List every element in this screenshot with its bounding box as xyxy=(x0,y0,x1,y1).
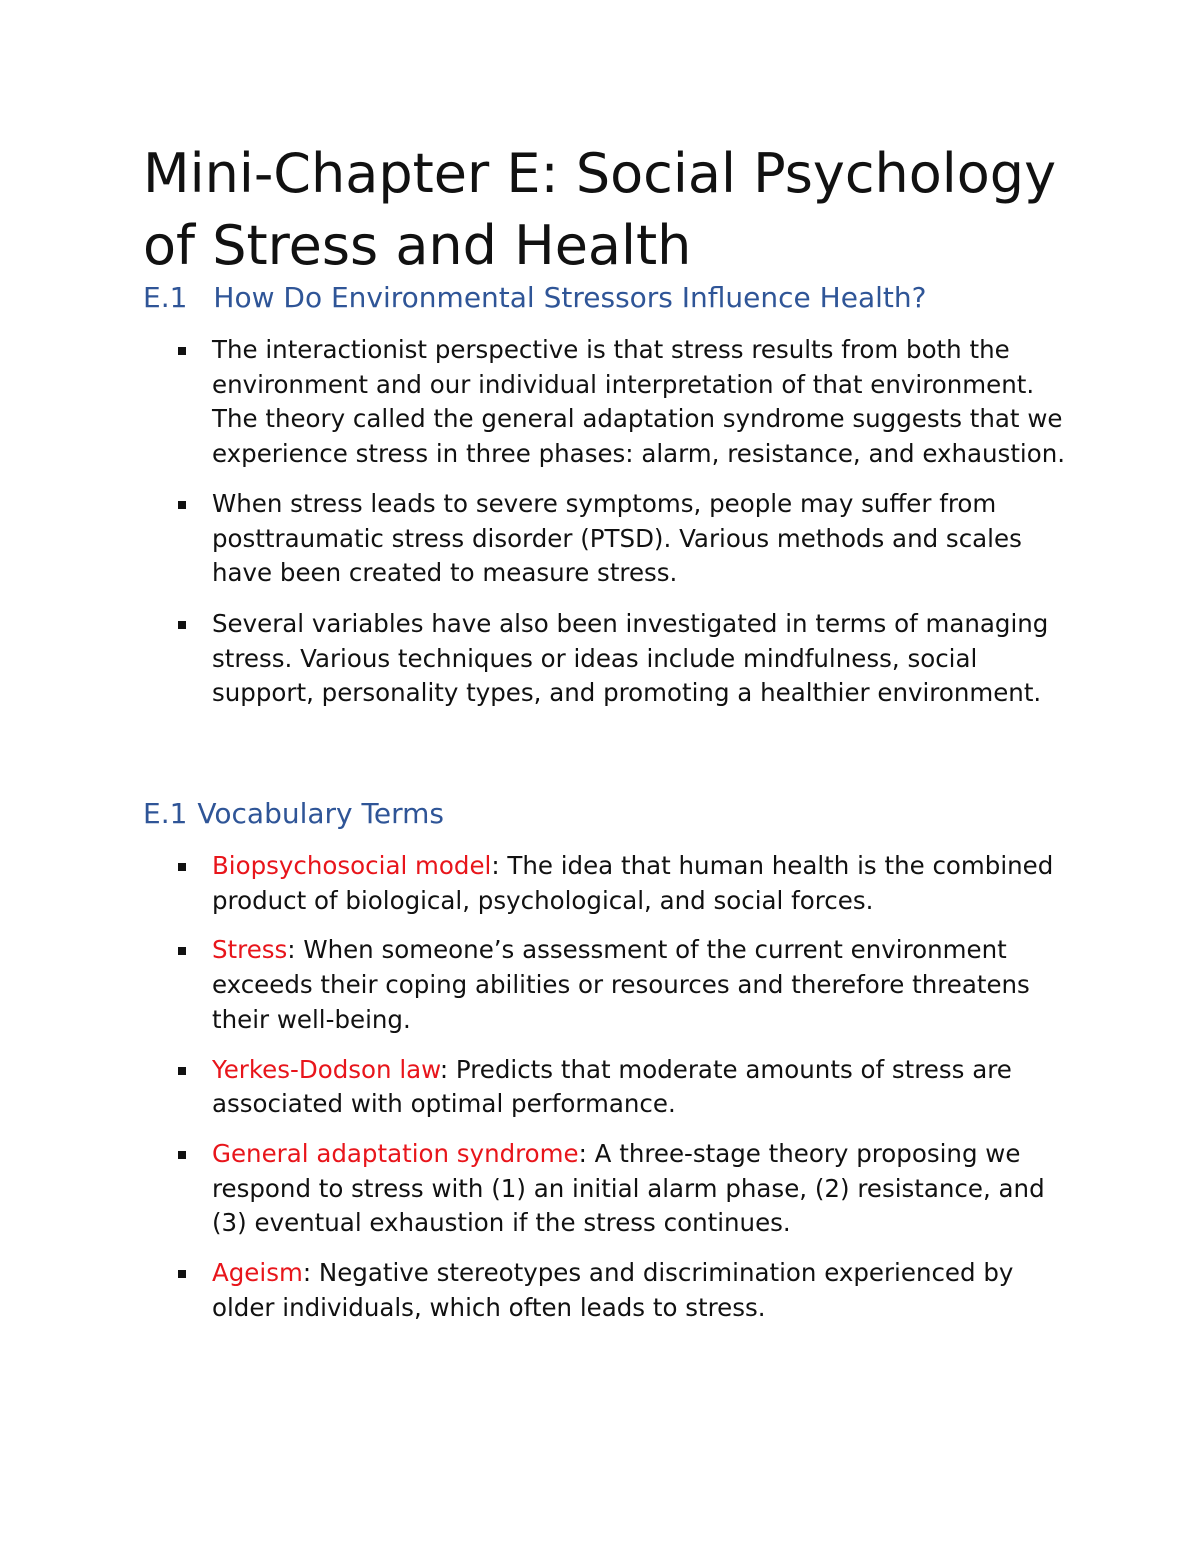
section-heading-text: Vocabulary Terms xyxy=(197,797,444,830)
list-item-text: When stress leads to severe symptoms, people may suffer from posttraumatic stress disorder (PTSD). Various methods and scales have been created to measure stress. xyxy=(212,488,1022,588)
vocabulary-item xyxy=(0,849,1072,918)
vocabulary-item xyxy=(0,1256,1072,1325)
vocabulary-term: Biopsychosocial model xyxy=(212,851,492,880)
list-item xyxy=(0,607,1072,711)
vocabulary-item xyxy=(0,933,1072,1037)
vocabulary-item xyxy=(0,1137,1072,1241)
vocabulary-list xyxy=(0,849,1072,1325)
list-item-text: The interactionist perspective is that stress results from both the environment and our individual interpretation of that environment. The theory called the general adaptation syndrome suggests that we experience stress in three phases: alarm, resistance, and exhaustion. xyxy=(212,335,1066,469)
list-item xyxy=(0,487,1072,591)
vocabulary-definition: : Predicts that moderate amounts of stress are associated with optimal performance. xyxy=(212,1054,1012,1119)
vocabulary-term: Yerkes-Dodson law xyxy=(212,1054,440,1084)
vocabulary-term: Stress xyxy=(212,935,288,965)
square-bullet-icon xyxy=(178,863,186,871)
vocabulary-term: Ageism xyxy=(212,1258,303,1288)
square-bullet-icon xyxy=(178,947,186,955)
vocabulary-item xyxy=(0,1053,1072,1122)
section-heading-vocabulary-terms xyxy=(143,796,444,832)
vocabulary-definition: : Negative stereotypes and discrimination experienced by older individuals, which often leads to stress. xyxy=(212,1258,1014,1322)
vocabulary-definition: : When someone’s assessment of the current environment exceeds their coping abilities or resources and therefore threatens their well-being. xyxy=(212,935,1030,1034)
vocabulary-definition: : The idea that human health is the combined product of biological, psychological, and social forces. xyxy=(212,851,1054,915)
section-heading-environmental-stressors xyxy=(143,280,926,316)
square-bullet-icon xyxy=(178,501,186,509)
section-number: E.1 xyxy=(143,797,188,830)
square-bullet-icon xyxy=(178,347,186,355)
section-heading-text: How Do Environmental Stressors Influence Health? xyxy=(213,281,927,314)
vocabulary-definition: : A three-stage theory proposing we respond to stress with (1) an initial alarm phase, (2) resistance, and (3) eventual exhaustion if the stress continues. xyxy=(212,1138,1045,1238)
square-bullet-icon xyxy=(178,1270,186,1278)
square-bullet-icon xyxy=(178,1151,186,1159)
section-number: E.1 xyxy=(143,281,188,314)
list-item xyxy=(0,333,1072,472)
list-item-text: Several variables have also been investigated in terms of managing stress. Various techniques or ideas include mindfulness, social support, personality types, and promoting a healthier environment. xyxy=(212,608,1049,708)
vocabulary-term: General adaptation syndrome xyxy=(212,1138,579,1168)
summary-bullet-list xyxy=(0,333,1072,711)
square-bullet-icon xyxy=(178,1067,186,1075)
square-bullet-icon xyxy=(178,621,186,629)
page-title: Mini-Chapter E: Social Psychology of Stress and Health xyxy=(143,142,1057,277)
